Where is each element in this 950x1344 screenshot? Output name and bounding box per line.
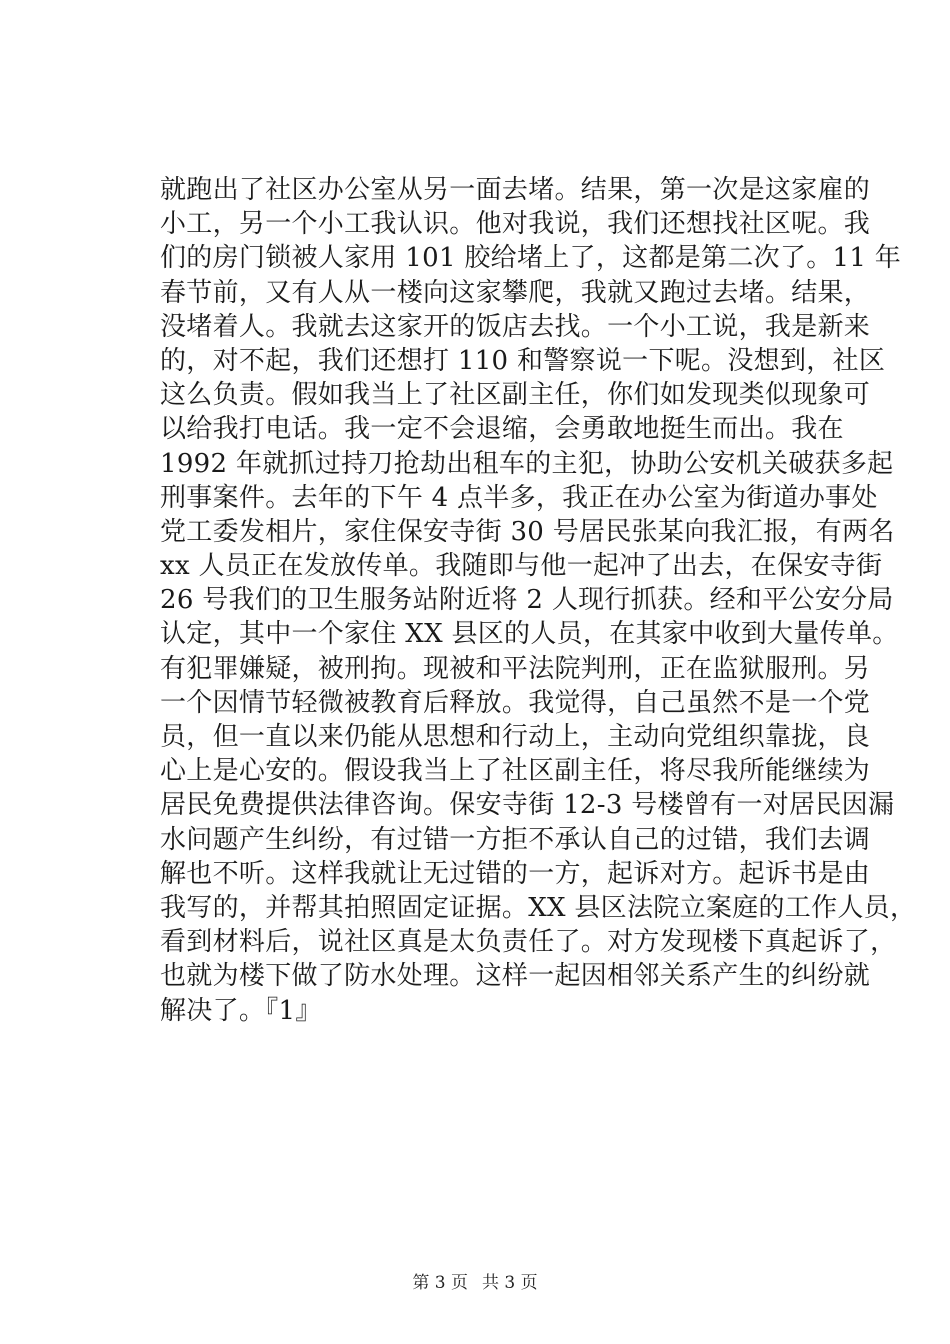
page-number-total: 共 3 页 <box>482 1273 538 1293</box>
text-line: 小工，另一个小工我认识。他对我说，我们还想找社区呢。我 <box>160 209 871 240</box>
text-line: 没堵着人。我就去这家开的饭店去找。一个小工说，我是新来 <box>160 311 871 342</box>
text-line: 26 号我们的卫生服务站附近将 2 人现行抓获。经和平公安分局 <box>160 585 894 616</box>
text-line: 水问题产生纠纷，有过错一方拒不承认自己的过错，我们去调 <box>160 824 871 855</box>
text-line: 党工委发相片，家住保安寺街 30 号居民张某向我汇报，有两名 <box>160 516 895 547</box>
text-line: 刑事案件。去年的下午 4 点半多，我正在办公室为街道办事处 <box>160 482 878 513</box>
text-line: 这么负责。假如我当上了社区副主任，你们如发现类似现象可 <box>160 380 871 411</box>
text-line: 我写的，并帮其拍照固定证据。XX 县区法院立案庭的工作人员， <box>160 892 917 923</box>
page-number-current: 第 3 页 <box>412 1273 468 1293</box>
text-line: xx 人员正在发放传单。我随即与他一起冲了出去，在保安寺街 <box>160 551 883 582</box>
text-line: 解决了。『1』 <box>160 995 322 1026</box>
text-line: 们的房门锁被人家用 101 胶给堵上了，这都是第二次了。11 年 <box>160 243 902 274</box>
text-line: 也就为楼下做了防水处理。这样一起因相邻关系产生的纠纷就 <box>160 961 871 992</box>
text-line: 一个因情节轻微被教育后释放。我觉得，自己虽然不是一个党 <box>160 687 871 718</box>
text-line: 就跑出了社区办公室从另一面去堵。结果，第一次是这家雇的 <box>160 175 871 205</box>
body-text <box>160 173 917 1028</box>
text-line: 心上是心安的。假设我当上了社区副主任，将尽我所能继续为 <box>160 756 871 787</box>
text-line: 认定，其中一个家住 XX 县区的人员，在其家中收到大量传单。 <box>160 619 899 650</box>
text-line: 解也不听。这样我就让无过错的一方，起诉对方。起诉书是由 <box>160 858 871 889</box>
text-line: 有犯罪嫌疑，被刑拘。现被和平法院判刑，正在监狱服刑。另 <box>160 653 871 684</box>
text-line: 以给我打电话。我一定不会退缩，会勇敢地挺生而出。我在 <box>160 414 844 445</box>
text-line: 的，对不起，我们还想打 110 和警察说一下呢。没想到，社区 <box>160 345 886 376</box>
text-line: 居民免费提供法律咨询。保安寺街 12-3 号楼曾有一对居民因漏 <box>160 790 895 821</box>
text-line: 看到材料后，说社区真是太负责任了。对方发现楼下真起诉了， <box>160 927 897 958</box>
text-line: 员，但一直以来仍能从思想和行动上，主动向党组织靠拢，良 <box>160 722 871 752</box>
page-footer <box>0 1272 950 1294</box>
text-line: 1992 年就抓过持刀抢劫出租车的主犯，协助公安机关破获多起 <box>160 448 894 479</box>
text-line: 春节前，又有人从一楼向这家攀爬，我就又跑过去堵。结果， <box>160 277 871 308</box>
